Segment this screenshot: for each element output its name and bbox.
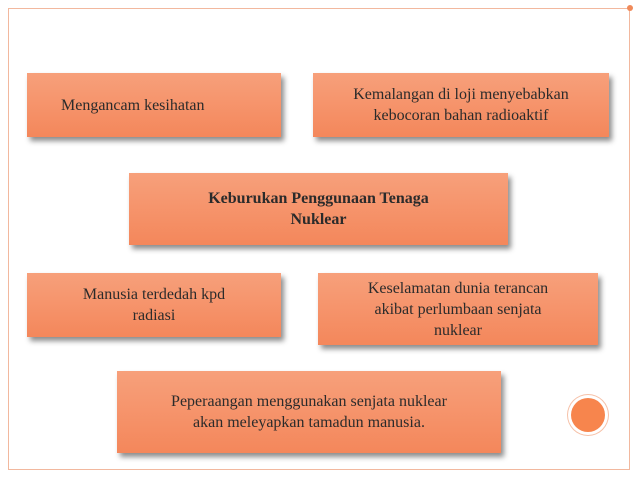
item-kemalangan-loji: Kemalangan di loji menyebabkan kebocoran bahan radioaktif: [313, 73, 609, 137]
top-rule: [8, 8, 630, 9]
item-peperangan-nuklear: Peperaangan menggunakan senjata nuklear akan meleyapkan tamadun manusia.: [117, 371, 501, 453]
corner-dot: [627, 5, 633, 11]
item-terdedah-radiasi: Manusia terdedah kpd radiasi: [27, 273, 281, 337]
accent-circle: [571, 398, 605, 432]
item-mengancam-kesihatan: Mengancam kesihatan: [27, 73, 281, 137]
item-keselamatan-dunia: Keselamatan dunia terancan akibat perlumbaan senjata nuklear: [318, 273, 598, 345]
center-title: Keburukan Penggunaan Tenaga Nuklear: [129, 173, 508, 245]
